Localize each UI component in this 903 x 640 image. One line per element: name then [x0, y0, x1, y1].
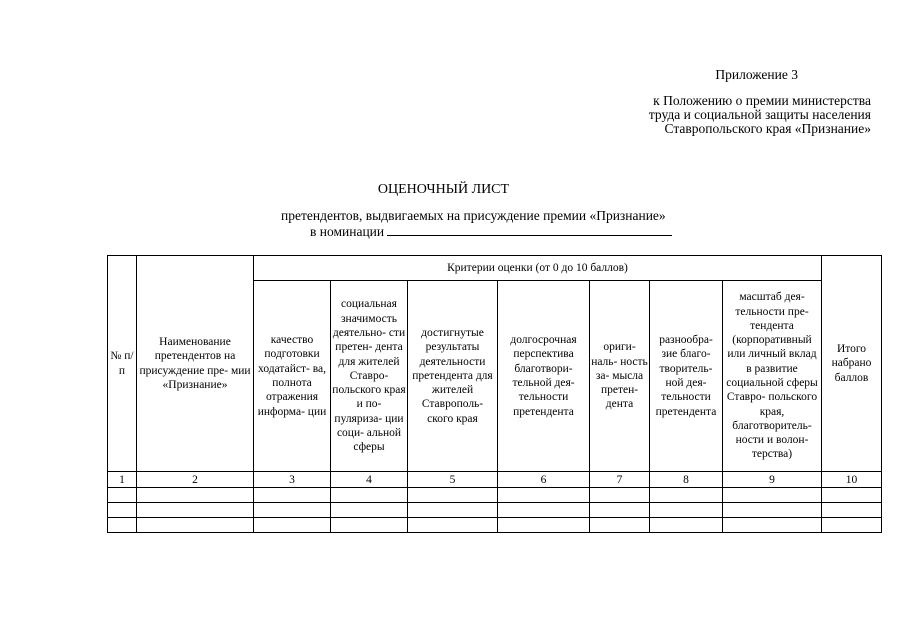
column-number: 4 — [331, 472, 408, 488]
criterion-cell: достигнутые результаты деятельности претендента для жителей Ставрополь- ского края — [408, 281, 498, 472]
regulation-line: Ставропольского края «Признание» — [664, 121, 871, 136]
empty-cell — [590, 518, 650, 533]
empty-cell — [408, 488, 498, 503]
regulation-reference — [571, 94, 871, 136]
nomination-blank — [387, 223, 672, 236]
regulation-line: к Положению о премии министерства — [653, 93, 871, 108]
nomination-line — [310, 223, 672, 239]
empty-cell — [137, 518, 254, 533]
empty-cell — [108, 518, 137, 533]
empty-cell — [254, 503, 331, 518]
header-total: Итого набрано баллов — [822, 256, 882, 472]
empty-cell — [408, 518, 498, 533]
criterion-cell: долгосрочная перспектива благотвори- тельной дея- тельности претендента — [498, 281, 590, 472]
empty-cell — [254, 488, 331, 503]
empty-cell — [498, 503, 590, 518]
empty-cell — [331, 518, 408, 533]
empty-cell — [498, 488, 590, 503]
empty-cell — [108, 503, 137, 518]
document-title: ОЦЕНОЧНЫЙ ЛИСТ — [377, 182, 510, 197]
table-row — [108, 518, 882, 533]
empty-cell — [650, 503, 723, 518]
nomination-label: в номинации — [310, 224, 385, 239]
header-criteria: Критерии оценки (от 0 до 10 баллов) — [254, 256, 822, 281]
evaluation-table — [107, 255, 882, 533]
empty-cell — [331, 488, 408, 503]
empty-cell — [137, 488, 254, 503]
empty-cell — [498, 518, 590, 533]
empty-cell — [331, 503, 408, 518]
empty-cell — [650, 488, 723, 503]
empty-cell — [822, 488, 882, 503]
header-number: № п/ п — [108, 256, 137, 472]
header-nominee-name: Наименование претендентов на присуждение пре- мии «Признание» — [137, 256, 254, 472]
empty-cell — [723, 488, 822, 503]
column-number: 2 — [137, 472, 254, 488]
column-number: 1 — [108, 472, 137, 488]
empty-cell — [723, 503, 822, 518]
document-subtitle: претендентов, выдвигаемых на присуждение премии «Признание» — [281, 208, 666, 223]
column-number: 3 — [254, 472, 331, 488]
column-number: 6 — [498, 472, 590, 488]
empty-cell — [650, 518, 723, 533]
column-number: 9 — [723, 472, 822, 488]
empty-cell — [108, 488, 137, 503]
column-number: 5 — [408, 472, 498, 488]
criterion-cell: ориги- наль- ность за- мысла претен- дента — [590, 281, 650, 472]
empty-cell — [137, 503, 254, 518]
regulation-line: труда и социальной защиты населения — [648, 107, 871, 122]
appendix-label: Приложение 3 — [715, 67, 798, 82]
empty-cell — [590, 503, 650, 518]
column-number: 8 — [650, 472, 723, 488]
criterion-cell: социальная значимость деятельно- сти претен- дента для жителей Ставро- польского края и по- пуляриза- ции соци- альной сферы — [331, 281, 408, 472]
criterion-cell: масштаб дея- тельности пре- тендента (корпоративный или личный вклад в развитие социальной сферы Ставро- польского края, благотворитель- ности и волон- терства) — [723, 281, 822, 472]
table-row — [108, 503, 882, 518]
empty-cell — [723, 518, 822, 533]
empty-cell — [822, 518, 882, 533]
column-number: 10 — [822, 472, 882, 488]
empty-cell — [254, 518, 331, 533]
criterion-cell: разнообра- зие благо- творитель- ной дея- тельности претендента — [650, 281, 723, 472]
empty-cell — [822, 503, 882, 518]
empty-cell — [408, 503, 498, 518]
table-row — [108, 488, 882, 503]
empty-cell — [590, 488, 650, 503]
column-number: 7 — [590, 472, 650, 488]
criterion-cell: качество подготовки ходатайст- ва, полнота отражения информа- ции — [254, 281, 331, 472]
